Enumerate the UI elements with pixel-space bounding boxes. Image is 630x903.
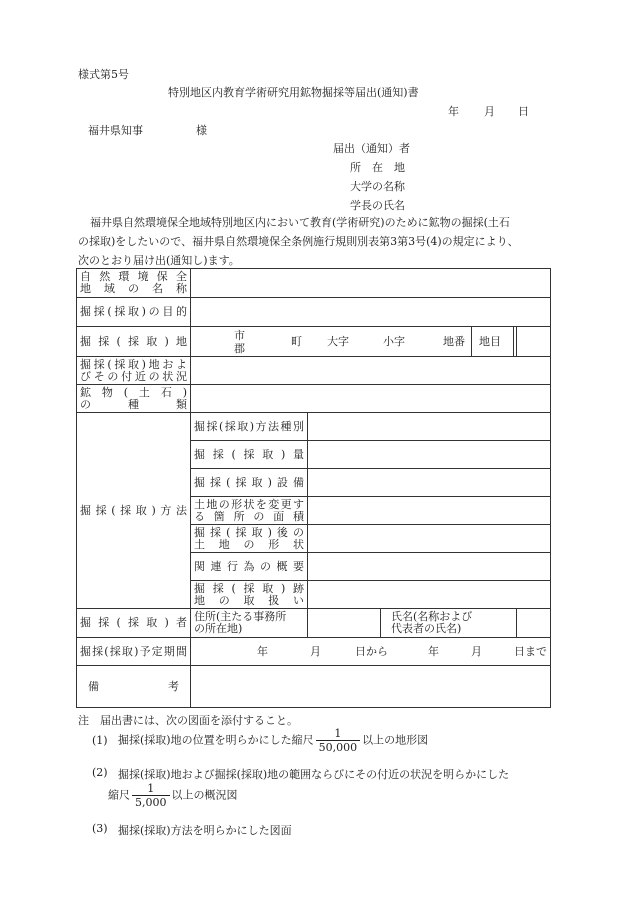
period-year-1: 年 [257,645,268,658]
purpose-field[interactable] [191,298,551,327]
method-item-7: 掘採(採取)跡 地の取扱い [191,581,308,609]
row-operator [77,609,551,638]
note-1: 掘採(採取)地の位置を明らかにした縮尺 $\frac{1}{50,000}$ 以上の地形図 [118,727,429,754]
submitter-label: 届出（通知）者 [333,142,410,155]
operator-name-label: 氏名(名称および 代表者の氏名) [381,609,517,638]
notes-intro: 注 届出書には、次の図面を添付すること。 [78,714,298,727]
addressee: 福井県知事 [88,124,143,137]
remarks-label: 備考 [77,666,191,708]
method-item-2: 掘採(採取)量 [191,441,308,469]
row-site-status [77,357,551,385]
row-mineral-type [77,385,551,413]
document-title: 特別地区内教育学術研究用鉱物掘採等届出(通知)書 [168,86,419,99]
method-field-3[interactable] [308,469,551,497]
method-field-1[interactable] [308,413,551,441]
note-2-line-2: 縮尺 $\frac{1}{5,000}$ 以上の概況図 [108,782,238,809]
location-chimoku-field[interactable] [517,327,551,357]
row-location [77,327,551,357]
period-year-2: 年 [428,645,439,658]
site-status-label: 掘採(採取)地およ びその付近の状況 [77,357,191,385]
operator-label: 掘採(採取)者 [77,609,191,638]
period-label: 掘採(採取)予定期間 [77,638,191,666]
submitter-university: 大学の名称 [350,180,405,193]
remarks-field[interactable] [191,666,551,708]
method-item-5: 掘採(採取)後の 土地の形状 [191,525,308,553]
method-field-6[interactable] [308,553,551,581]
method-label: 掘採(採取)方法 [77,413,191,609]
row-purpose [77,298,551,327]
honorific: 様 [196,124,207,137]
submitter-president: 学長の氏名 [350,199,405,212]
location-chiban: 地番 [443,335,465,348]
note-2-scale-fraction: $\frac{1}{5,000}$ [132,782,170,809]
body-line-2: の採取)をしたいので、福井県自然環境保全条例施行規則別表第3第3号(4)の規定により、 [78,235,519,248]
note-3-number: (3) [92,822,108,835]
method-item-4: 土地の形状を変更す る箇所の面積 [191,497,308,525]
period-month-1: 月 [310,645,321,658]
body-line-3: 次のとおり届け出(通知し)ます。 [78,254,240,267]
operator-address-field[interactable] [308,609,381,638]
note-2-number: (2) [92,766,108,779]
purpose-label: 掘採(採取)の目的 [77,298,191,327]
location-divider [471,327,472,356]
note-3: 掘採(採取)方法を明らかにした図面 [118,824,292,837]
method-field-2[interactable] [308,441,551,469]
location-city: 市 [234,329,245,342]
method-item-6: 関連行為の概要 [191,553,308,581]
date-month: 月 [484,105,495,118]
method-field-7[interactable] [308,581,551,609]
location-chimoku: 地目 [479,335,501,348]
note-1-number: (1) [92,734,108,747]
method-item-3: 掘採(採取)設備 [191,469,308,497]
method-field-4[interactable] [308,497,551,525]
form-number: 様式第5号 [78,68,129,81]
location-divider-2 [513,327,514,356]
row-area-name [77,269,551,298]
row-period [77,638,551,666]
period-month-2: 月 [471,645,482,658]
location-oaza: 大字 [327,335,349,348]
row-method-1 [77,413,551,441]
location-field[interactable] [191,327,517,357]
site-status-field[interactable] [191,357,551,385]
notification-form-table [76,268,551,708]
body-line-1: 福井県自然環境保全地域特別地区内において教育(学術研究)のために鉱物の掘採(土石 [90,216,510,229]
period-day-from: 日から [355,645,388,658]
method-field-5[interactable] [308,525,551,553]
period-field[interactable] [191,638,551,666]
date-year: 年 [448,105,459,118]
location-koaza: 小字 [383,335,405,348]
area-name-label: 自然環境保全 地域の名称 [77,269,191,298]
note-1-scale-fraction: $\frac{1}{50,000}$ [316,727,361,754]
operator-address-label: 住所(主たる事務所 の所在地) [191,609,308,638]
area-name-field[interactable] [191,269,551,298]
mineral-type-label: 鉱物(土石) の種類 [77,385,191,413]
method-item-1: 掘採(採取)方法種別 [191,413,308,441]
operator-name-field[interactable] [517,609,551,638]
date-day: 日 [518,105,529,118]
mineral-type-field[interactable] [191,385,551,413]
location-town: 町 [291,335,302,348]
location-gun: 郡 [234,342,245,355]
period-day-until: 日まで [514,645,547,658]
note-2-line-1: 掘採(採取)地および掘採(採取)地の範囲ならびにその付近の状況を明らかにした [118,768,510,781]
row-remarks [77,666,551,708]
submitter-address: 所 在 地 [350,161,405,174]
location-label: 掘採(採取)地 [77,327,191,357]
